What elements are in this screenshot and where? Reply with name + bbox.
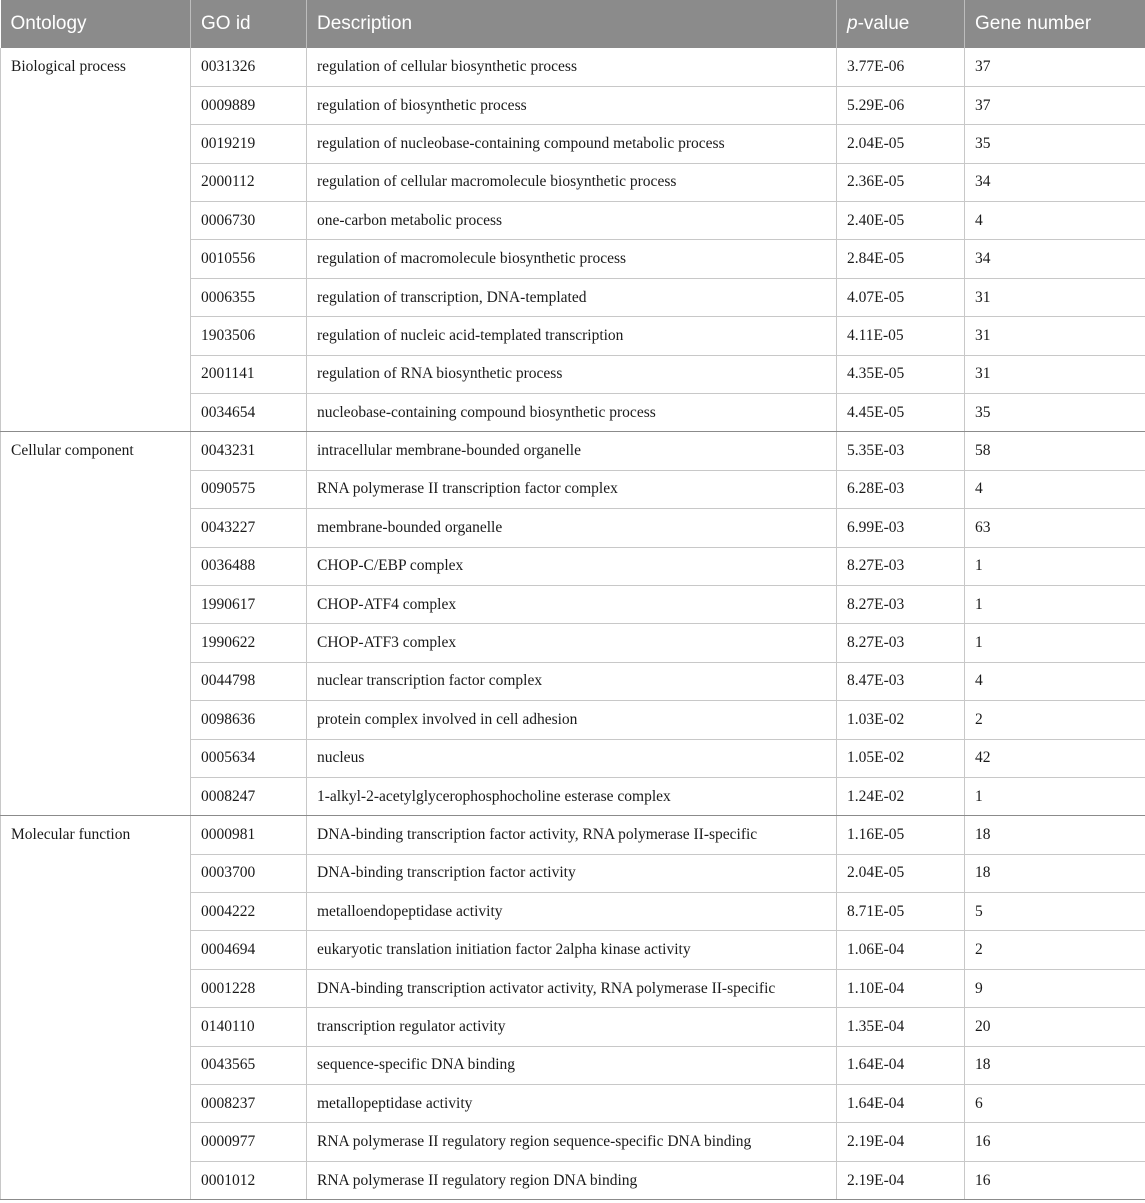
p-value-cell: 2.40E-05 (837, 202, 965, 240)
go-id-cell: 0000981 (191, 816, 307, 854)
ontology-cell: Cellular component (1, 432, 191, 816)
go-id-cell: 0005634 (191, 739, 307, 777)
gene-number-cell: 18 (965, 1046, 1145, 1084)
go-id-cell: 0004694 (191, 931, 307, 969)
p-value-cell: 5.35E-03 (837, 432, 965, 470)
description-cell: regulation of transcription, DNA-templated (307, 278, 837, 316)
p-value-cell: 1.64E-04 (837, 1046, 965, 1084)
description-cell: regulation of RNA biosynthetic process (307, 355, 837, 393)
p-value-cell: 8.27E-03 (837, 547, 965, 585)
gene-number-cell: 16 (965, 1161, 1145, 1199)
description-cell: RNA polymerase II regulatory region sequence-specific DNA binding (307, 1123, 837, 1161)
description-cell: sequence-specific DNA binding (307, 1046, 837, 1084)
go-id-cell: 0004222 (191, 893, 307, 931)
ontology-cell: Molecular function (1, 816, 191, 1200)
header-gene-number: Gene number (965, 0, 1145, 48)
gene-number-cell: 35 (965, 125, 1145, 163)
description-cell: intracellular membrane-bounded organelle (307, 432, 837, 470)
p-value-cell: 2.04E-05 (837, 125, 965, 163)
go-id-cell: 0044798 (191, 662, 307, 700)
description-cell: DNA-binding transcription factor activity (307, 854, 837, 892)
go-id-cell: 0043231 (191, 432, 307, 470)
description-cell: DNA-binding transcription activator activity, RNA polymerase II-specific (307, 969, 837, 1007)
gene-number-cell: 1 (965, 585, 1145, 623)
go-id-cell: 1990617 (191, 585, 307, 623)
description-cell: CHOP-ATF3 complex (307, 624, 837, 662)
gene-number-cell: 1 (965, 777, 1145, 815)
go-id-cell: 0006730 (191, 202, 307, 240)
description-cell: metalloendopeptidase activity (307, 893, 837, 931)
gene-number-cell: 1 (965, 624, 1145, 662)
header-p-value (837, 0, 965, 48)
description-cell: nucleobase-containing compound biosynthetic process (307, 394, 837, 432)
gene-number-cell: 31 (965, 317, 1145, 355)
table-body (1, 48, 1145, 1200)
gene-number-cell: 37 (965, 48, 1145, 86)
gene-number-cell: 34 (965, 240, 1145, 278)
p-value-cell: 1.64E-04 (837, 1085, 965, 1123)
p-value-cell: 8.47E-03 (837, 662, 965, 700)
header-ontology: Ontology (1, 0, 191, 48)
go-id-cell: 0034654 (191, 394, 307, 432)
gene-number-cell: 6 (965, 1085, 1145, 1123)
header-go-id: GO id (191, 0, 307, 48)
p-value-cell: 1.16E-05 (837, 816, 965, 854)
table-row (1, 48, 1145, 86)
gene-number-cell: 5 (965, 893, 1145, 931)
description-cell: regulation of macromolecule biosynthetic process (307, 240, 837, 278)
description-cell: protein complex involved in cell adhesion (307, 701, 837, 739)
gene-number-cell: 58 (965, 432, 1145, 470)
gene-number-cell: 63 (965, 509, 1145, 547)
go-id-cell: 0001228 (191, 969, 307, 1007)
header-row (1, 0, 1145, 48)
go-id-cell: 0098636 (191, 701, 307, 739)
go-id-cell: 0140110 (191, 1008, 307, 1046)
go-id-cell: 1903506 (191, 317, 307, 355)
ontology-cell: Biological process (1, 48, 191, 432)
go-id-cell: 0090575 (191, 470, 307, 508)
table-row (1, 432, 1145, 470)
gene-number-cell: 42 (965, 739, 1145, 777)
go-id-cell: 0000977 (191, 1123, 307, 1161)
description-cell: 1-alkyl-2-acetylglycerophosphocholine esterase complex (307, 777, 837, 815)
description-cell: nucleus (307, 739, 837, 777)
gene-number-cell: 35 (965, 394, 1145, 432)
description-cell: RNA polymerase II regulatory region DNA binding (307, 1161, 837, 1199)
p-value-cell: 3.77E-06 (837, 48, 965, 86)
p-value-cell: 1.05E-02 (837, 739, 965, 777)
gene-number-cell: 34 (965, 163, 1145, 201)
p-value-cell: 1.06E-04 (837, 931, 965, 969)
go-id-cell: 0043227 (191, 509, 307, 547)
description-cell: regulation of nucleobase-containing compound metabolic process (307, 125, 837, 163)
description-cell: regulation of cellular macromolecule biosynthetic process (307, 163, 837, 201)
gene-number-cell: 1 (965, 547, 1145, 585)
go-id-cell: 0008247 (191, 777, 307, 815)
go-id-cell: 0003700 (191, 854, 307, 892)
description-cell: regulation of nucleic acid-templated transcription (307, 317, 837, 355)
p-value-cell: 4.35E-05 (837, 355, 965, 393)
header-p-value-suffix: -value (857, 13, 910, 34)
gene-number-cell: 18 (965, 816, 1145, 854)
p-value-cell: 1.10E-04 (837, 969, 965, 1007)
go-id-cell: 0010556 (191, 240, 307, 278)
p-value-cell: 1.35E-04 (837, 1008, 965, 1046)
p-value-cell: 2.36E-05 (837, 163, 965, 201)
gene-number-cell: 18 (965, 854, 1145, 892)
go-id-cell: 0031326 (191, 48, 307, 86)
gene-number-cell: 4 (965, 470, 1145, 508)
p-value-cell: 8.27E-03 (837, 585, 965, 623)
go-id-cell: 0008237 (191, 1085, 307, 1123)
header-p-value-italic: p (847, 13, 858, 34)
description-cell: eukaryotic translation initiation factor 2alpha kinase activity (307, 931, 837, 969)
description-cell: nuclear transcription factor complex (307, 662, 837, 700)
p-value-cell: 8.27E-03 (837, 624, 965, 662)
description-cell: regulation of biosynthetic process (307, 86, 837, 124)
description-cell: DNA-binding transcription factor activity, RNA polymerase II-specific (307, 816, 837, 854)
p-value-cell: 8.71E-05 (837, 893, 965, 931)
gene-number-cell: 16 (965, 1123, 1145, 1161)
gene-number-cell: 2 (965, 701, 1145, 739)
gene-number-cell: 37 (965, 86, 1145, 124)
description-cell: regulation of cellular biosynthetic process (307, 48, 837, 86)
go-id-cell: 0043565 (191, 1046, 307, 1084)
p-value-cell: 2.19E-04 (837, 1161, 965, 1199)
description-cell: CHOP-ATF4 complex (307, 585, 837, 623)
go-id-cell: 1990622 (191, 624, 307, 662)
go-id-cell: 2001141 (191, 355, 307, 393)
p-value-cell: 6.28E-03 (837, 470, 965, 508)
header-description: Description (307, 0, 837, 48)
p-value-cell: 4.07E-05 (837, 278, 965, 316)
p-value-cell: 2.19E-04 (837, 1123, 965, 1161)
description-cell: CHOP-C/EBP complex (307, 547, 837, 585)
gene-number-cell: 2 (965, 931, 1145, 969)
p-value-cell: 5.29E-06 (837, 86, 965, 124)
p-value-cell: 1.24E-02 (837, 777, 965, 815)
gene-number-cell: 31 (965, 355, 1145, 393)
p-value-cell: 2.04E-05 (837, 854, 965, 892)
p-value-cell: 4.45E-05 (837, 394, 965, 432)
go-id-cell: 0001012 (191, 1161, 307, 1199)
gene-number-cell: 4 (965, 662, 1145, 700)
p-value-cell: 2.84E-05 (837, 240, 965, 278)
p-value-cell: 4.11E-05 (837, 317, 965, 355)
table-row (1, 816, 1145, 854)
go-id-cell: 2000112 (191, 163, 307, 201)
description-cell: one-carbon metabolic process (307, 202, 837, 240)
description-cell: transcription regulator activity (307, 1008, 837, 1046)
table-header (1, 0, 1145, 48)
description-cell: RNA polymerase II transcription factor complex (307, 470, 837, 508)
p-value-cell: 6.99E-03 (837, 509, 965, 547)
go-id-cell: 0009889 (191, 86, 307, 124)
gene-number-cell: 31 (965, 278, 1145, 316)
gene-number-cell: 9 (965, 969, 1145, 1007)
go-id-cell: 0006355 (191, 278, 307, 316)
description-cell: membrane-bounded organelle (307, 509, 837, 547)
description-cell: metallopeptidase activity (307, 1085, 837, 1123)
go-id-cell: 0019219 (191, 125, 307, 163)
go-id-cell: 0036488 (191, 547, 307, 585)
p-value-cell: 1.03E-02 (837, 701, 965, 739)
gene-number-cell: 20 (965, 1008, 1145, 1046)
gene-number-cell: 4 (965, 202, 1145, 240)
